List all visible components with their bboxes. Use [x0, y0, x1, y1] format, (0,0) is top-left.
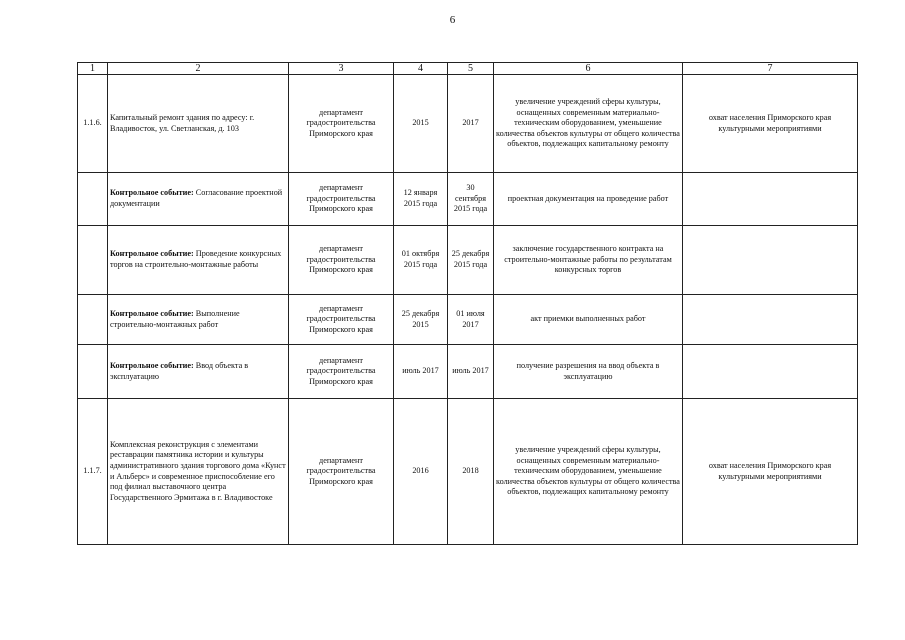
row-number	[78, 295, 108, 345]
executor: департамент градостроительства Приморского края	[289, 75, 394, 173]
indicator	[683, 345, 858, 399]
start-date: 2015	[394, 75, 448, 173]
header-row	[78, 63, 858, 75]
indicator	[683, 295, 858, 345]
executor: департамент градостроительства Приморского края	[289, 295, 394, 345]
row-number	[78, 345, 108, 399]
expected-result: проектная документация на проведение работ	[494, 173, 683, 226]
event-name	[108, 173, 289, 226]
event-text: Проведение конкурсных торгов на строительно-монтажные работы	[110, 249, 282, 269]
event-text: Комплексная реконструкция с элементами реставрации памятника истории и культуры административного здания торгового дома «Кунст и Альберс» и современное приспособление его под филиал выставочного центра Государственного Эрмитажа в г. Владивостоке	[110, 439, 286, 502]
start-date: 12 января 2015 года	[394, 173, 448, 226]
table-row	[78, 399, 858, 545]
end-date: 01 июля 2017	[448, 295, 494, 345]
event-name	[108, 226, 289, 295]
page-number: 6	[449, 14, 456, 26]
row-number: 1.1.7.	[78, 399, 108, 545]
table-row	[78, 173, 858, 226]
header-cell: 1	[78, 63, 108, 75]
executor: департамент градостроительства Приморского края	[289, 226, 394, 295]
table-row	[78, 226, 858, 295]
expected-result: акт приемки выполненных работ	[494, 295, 683, 345]
expected-result: получение разрешения на ввод объекта в эксплуатацию	[494, 345, 683, 399]
event-name	[108, 399, 289, 545]
end-date: 2017	[448, 75, 494, 173]
start-date: 01 октября 2015 года	[394, 226, 448, 295]
expected-result: увеличение учреждений сферы культуры, оснащенных современным материально-техническим оборудованием, уменьшение количества объектов культуры от общего количества объектов, подлежащих капитальному ремонту	[494, 75, 683, 173]
header-cell: 2	[108, 63, 289, 75]
end-date: июль 2017	[448, 345, 494, 399]
event-text: Капитальный ремонт здания по адресу: г. Владивосток, ул. Светланская, д. 103	[110, 112, 255, 133]
event-label: Контрольное событие:	[110, 360, 194, 370]
expected-result: заключение государственного контракта на строительно-монтажные работы по результатам конкурсных торгов	[494, 226, 683, 295]
indicator: охват населения Приморского края культурными мероприятиями	[683, 75, 858, 173]
event-text: Ввод объекта в эксплуатацию	[110, 360, 249, 381]
event-text: Согласование проектной документации	[110, 188, 283, 208]
row-number	[78, 226, 108, 295]
start-date: 2016	[394, 399, 448, 545]
indicator	[683, 173, 858, 226]
event-label: Контрольное событие:	[110, 308, 194, 318]
start-date: 25 декабря 2015	[394, 295, 448, 345]
header-cell: 4	[394, 63, 448, 75]
end-date: 30 сентября 2015 года	[448, 173, 494, 226]
end-date: 2018	[448, 399, 494, 545]
header-cell: 3	[289, 63, 394, 75]
table-row	[78, 345, 858, 399]
event-name	[108, 75, 289, 173]
header-cell: 6	[494, 63, 683, 75]
event-label: Контрольное событие:	[110, 249, 194, 259]
indicator: охват населения Приморского края культурными мероприятиями	[683, 399, 858, 545]
event-name	[108, 295, 289, 345]
plan-table	[77, 62, 858, 545]
event-text: Выполнение строительно-монтажных работ	[110, 308, 240, 329]
table-row	[78, 295, 858, 345]
event-name	[108, 345, 289, 399]
executor: департамент градостроительства Приморского края	[289, 173, 394, 226]
header-cell: 7	[683, 63, 858, 75]
expected-result: увеличение учреждений сферы культуры, оснащенных современным материально-техническим оборудованием, уменьшение количества объектов культуры от общего количества объектов, подлежащих капитальному ремонту	[494, 399, 683, 545]
start-date: июль 2017	[394, 345, 448, 399]
end-date: 25 декабря 2015 года	[448, 226, 494, 295]
row-number: 1.1.6.	[78, 75, 108, 173]
executor: департамент градостроительства Приморского края	[289, 345, 394, 399]
event-label: Контрольное событие:	[110, 188, 194, 198]
row-number	[78, 173, 108, 226]
executor: департамент градостроительства Приморского края	[289, 399, 394, 545]
indicator	[683, 226, 858, 295]
table-row	[78, 75, 858, 173]
header-cell: 5	[448, 63, 494, 75]
